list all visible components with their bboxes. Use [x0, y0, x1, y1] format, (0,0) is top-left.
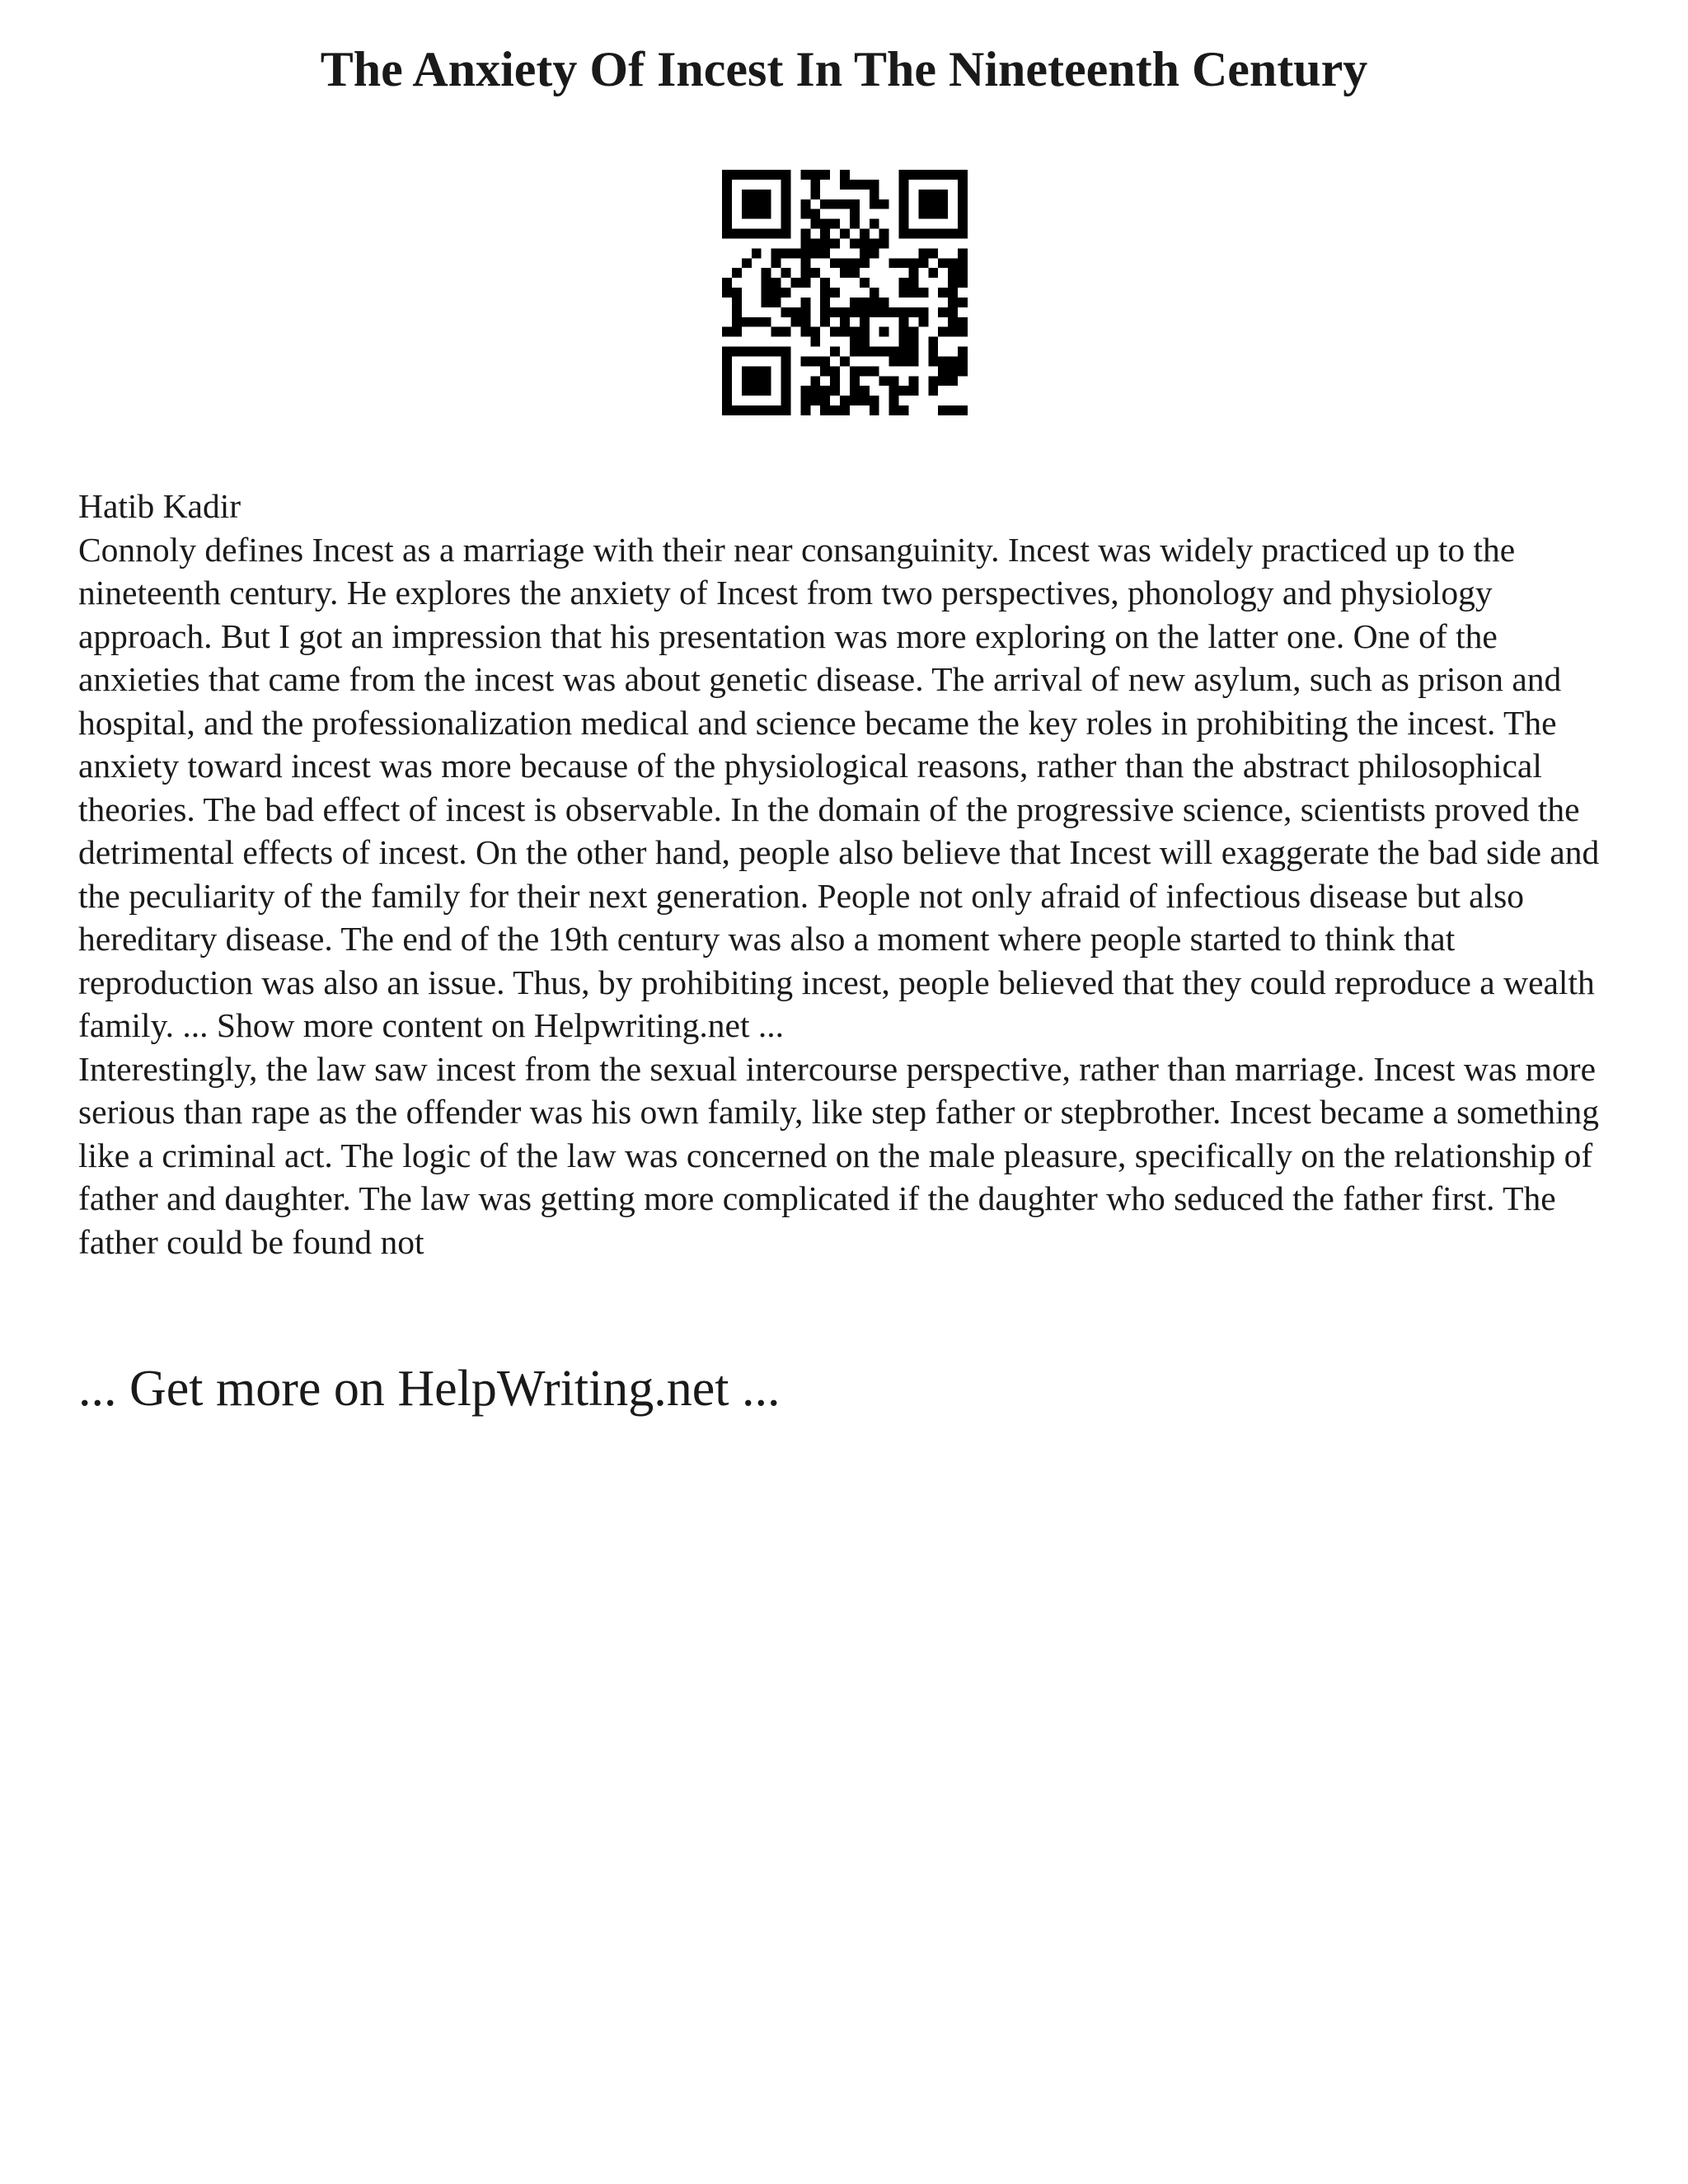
get-more-link[interactable]: ... Get more on HelpWriting.net ... [78, 1361, 781, 1417]
body-paragraph: Connoly defines Incest as a marriage with their near consanguinity. Incest was widely practiced up to the nineteenth century. He explores the anxiety of Incest from two perspectives, phonology and physiology approach. But I got an impression that his presentation was more exploring on the latter one. One of the anxieties that came from the incest was about genetic disease. The arrival of new asylum, such as prison and hospital, and the professionalization medical and science became the key roles in prohibiting the incest. The anxiety toward incest was more because of the physiological reasons, rather than the abstract philosophical theories. The bad effect of incest is observable. In the domain of the progressive science, scientists proved the detrimental effects of incest. On the other hand, people also believe that Incest will exaggerate the bad side and the peculiarity of the family for their next generation. People not only afraid of infectious disease but also hereditary disease. The end of the 19th century was also a moment where people started to think that reproduction was also an issue. Thus, by prohibiting incest, people believed that they could reproduce a wealth family. ... Show more content on Helpwriting.net ... [78, 530, 1600, 1044]
author-name: Hatib Kadir [78, 487, 241, 525]
document-body [78, 485, 1620, 1263]
body-paragraph: Interestingly, the law saw incest from the sexual intercourse perspective, rather than marriage. Incest was more serious than rape as the offender was his own family, like step father or stepbrother. Incest became a something like a criminal act. The logic of the law was concerned on the male pleasure, specifically on the relationship of father and daughter. The law was getting more complicated if the daughter who seduced the father first. The father could be found not [78, 1049, 1600, 1261]
document-title: The Anxiety Of Incest In The Nineteenth Century [320, 42, 1368, 96]
qr-code-icon [722, 170, 968, 415]
